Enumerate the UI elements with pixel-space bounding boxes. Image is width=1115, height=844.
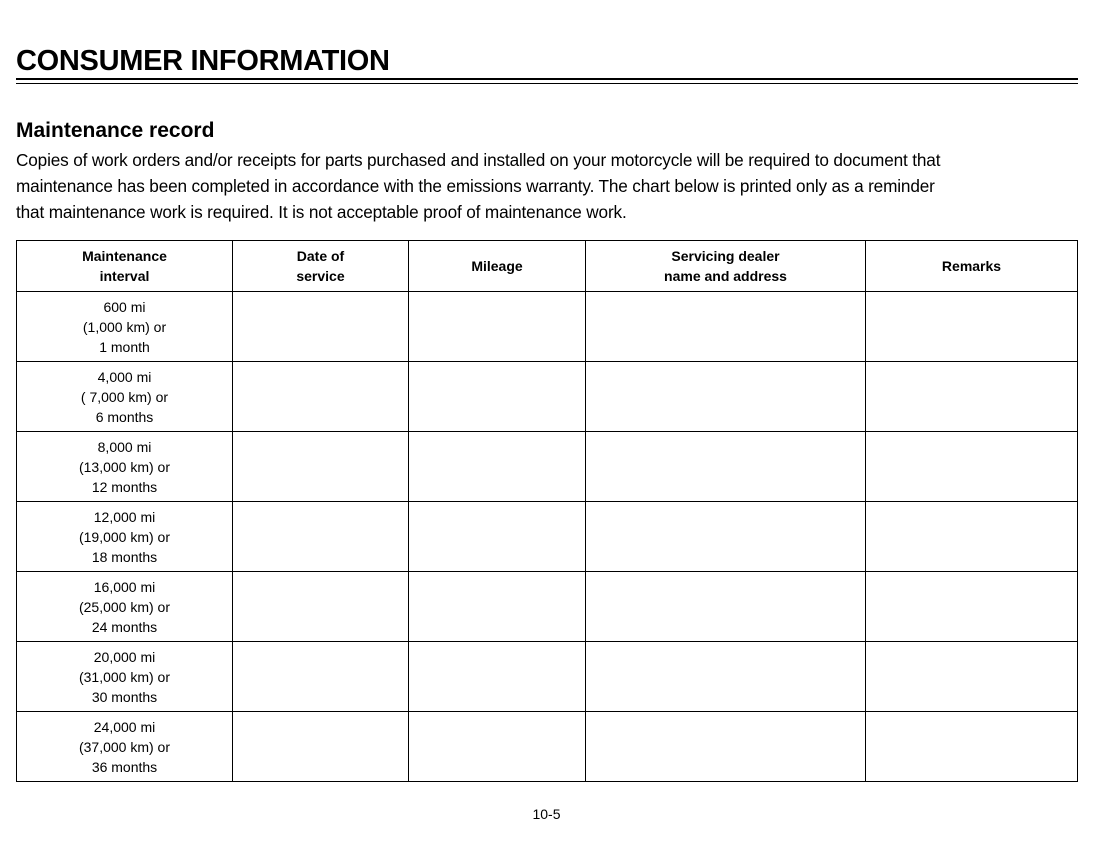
dealer-cell[interactable] [586, 712, 866, 782]
mileage-cell[interactable] [409, 572, 586, 642]
remarks-cell[interactable] [866, 432, 1078, 502]
page-number: 10-5 [532, 806, 561, 822]
paragraph-line: Copies of work orders and/or receipts for parts purchased and installed on your motorcycle will be required to document that [16, 150, 941, 170]
column-header-maintenance-interval: Maintenance interval [17, 241, 233, 292]
date-cell[interactable] [233, 292, 409, 362]
table-row [17, 292, 1078, 362]
dealer-cell[interactable] [586, 502, 866, 572]
date-cell[interactable] [233, 362, 409, 432]
mileage-cell[interactable] [409, 502, 586, 572]
remarks-cell[interactable] [866, 572, 1078, 642]
mileage-cell[interactable] [409, 432, 586, 502]
interval-cell: 12,000 mi (19,000 km) or 18 months [17, 502, 233, 572]
mileage-cell[interactable] [409, 362, 586, 432]
interval-cell: 4,000 mi ( 7,000 km) or 6 months [17, 362, 233, 432]
table-row [17, 502, 1078, 572]
dealer-cell[interactable] [586, 292, 866, 362]
table-row [17, 572, 1078, 642]
column-header-mileage: Mileage [409, 241, 586, 292]
remarks-cell[interactable] [866, 292, 1078, 362]
dealer-cell[interactable] [586, 572, 866, 642]
section-paragraph [16, 147, 1082, 225]
interval-cell: 24,000 mi (37,000 km) or 36 months [17, 712, 233, 782]
dealer-cell[interactable] [586, 642, 866, 712]
column-header-servicing-dealer: Servicing dealer name and address [586, 241, 866, 292]
interval-cell: 20,000 mi (31,000 km) or 30 months [17, 642, 233, 712]
column-header-date-of-service: Date of service [233, 241, 409, 292]
date-cell[interactable] [233, 502, 409, 572]
dealer-cell[interactable] [586, 362, 866, 432]
maintenance-record-section [16, 117, 1082, 225]
date-cell[interactable] [233, 572, 409, 642]
interval-cell: 600 mi (1,000 km) or 1 month [17, 292, 233, 362]
remarks-cell[interactable] [866, 502, 1078, 572]
dealer-cell[interactable] [586, 432, 866, 502]
date-cell[interactable] [233, 432, 409, 502]
remarks-cell[interactable] [866, 712, 1078, 782]
mileage-cell[interactable] [409, 642, 586, 712]
page-title: CONSUMER INFORMATION [16, 45, 390, 77]
table-row [17, 362, 1078, 432]
interval-cell: 8,000 mi (13,000 km) or 12 months [17, 432, 233, 502]
mileage-cell[interactable] [409, 712, 586, 782]
paragraph-line: that maintenance work is required. It is not acceptable proof of maintenance work. [16, 202, 627, 222]
column-header-remarks: Remarks [866, 241, 1078, 292]
remarks-cell[interactable] [866, 642, 1078, 712]
header-rule-thin [16, 83, 1078, 84]
section-title: Maintenance record [16, 119, 215, 142]
table-header-row [17, 241, 1078, 292]
interval-cell: 16,000 mi (25,000 km) or 24 months [17, 572, 233, 642]
date-cell[interactable] [233, 642, 409, 712]
remarks-cell[interactable] [866, 362, 1078, 432]
date-cell[interactable] [233, 712, 409, 782]
table-row [17, 432, 1078, 502]
page-header [16, 44, 1078, 78]
header-rule-thick [16, 78, 1078, 80]
maintenance-record-table [16, 240, 1078, 782]
mileage-cell[interactable] [409, 292, 586, 362]
table-row [17, 642, 1078, 712]
paragraph-line: maintenance has been completed in accordance with the emissions warranty. The chart below is printed only as a reminder [16, 176, 935, 196]
table-row [17, 712, 1078, 782]
